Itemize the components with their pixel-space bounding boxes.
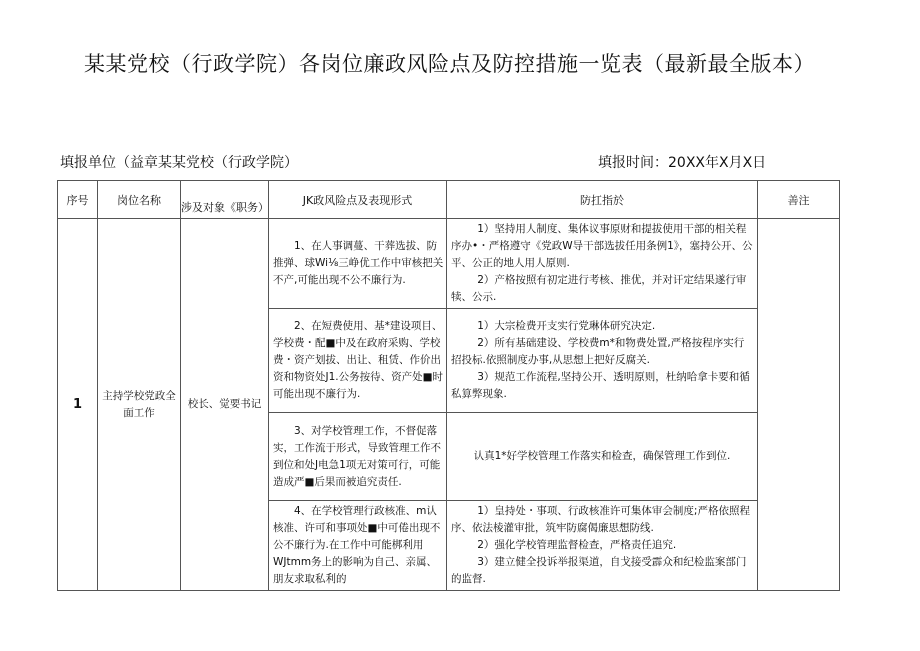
- header-remark: 善注: [758, 181, 840, 219]
- involved-target: 校长、觉要书记: [181, 219, 269, 591]
- risk-table: [57, 180, 840, 591]
- header-risk: JK政风险点及表现形式: [269, 181, 447, 219]
- header-target: 涉及对象《职务）: [181, 181, 269, 219]
- table-row: [58, 219, 840, 309]
- measure-cell: [447, 413, 758, 501]
- post-name: 主持学校党政全面工作: [98, 219, 181, 591]
- measure-text: 3）建立健全投诉举报渠道，自戈接受霹众和纪检监案部门的监督.: [451, 556, 747, 585]
- reporting-unit: 填报单位（益章某某党校（行政学院）: [60, 155, 298, 171]
- header-measure: 防扛指於: [447, 181, 758, 219]
- document-title: 某某党校（行政学院）各岗位廉政风险点及防控措施一览表（最新最全版本）: [84, 52, 815, 76]
- risk-cell: [269, 309, 447, 413]
- measure-text: 认真1*好学校管理工作落实和检查，确保管理工作到位.: [473, 450, 731, 462]
- risk-cell: [269, 413, 447, 501]
- risk-text: 3、对学校管理工作，不督促落实，工作流于形式，导致管理工作不到位和处J电急1项无对策可行，可能造成严■后果而被追究责任.: [273, 424, 441, 488]
- remark-cell: [758, 219, 840, 591]
- measure-text: 1）皇持处・事项、行政核准许可集体审会制度;严格依照程序、依法棱灌审批，筑牢防腐偈廉思想防线.: [451, 505, 750, 534]
- risk-text: 2、在短费使用、基*建设项目、学校费・配■中及在政府采购、学校费・资产划拔、出让、租赁、作价出资和物资处J1.公务按待、资产处■时可能出现不廉行为.: [273, 320, 444, 400]
- measure-text: 2）产格按照有初定进行考核、推优，并对讦定结果遂行审犊、公示.: [451, 274, 747, 303]
- table-header-row: [58, 181, 840, 219]
- risk-cell: [269, 219, 447, 309]
- measure-text: 1）大宗检费开支实行党琳体研究决定.: [477, 320, 656, 332]
- measure-text: 2）所有基础建设、学校费m*和物费处置,严格按程序实行招投标.依照制度办事,从思想上把好反腐关.: [451, 337, 745, 366]
- measure-cell: [447, 219, 758, 309]
- header-post: 岗位名称: [98, 181, 181, 219]
- measure-text: 3）规范工作流程,坚持公开、透明原则，杜纳哈拿卡要和循私算弊现象.: [451, 371, 750, 400]
- risk-text: 1、在人事调蔓、干葬选拔、防推弹、球Wi⅛三峥优工作中审核把关不产,可能出现不公不廉行为.: [273, 240, 444, 286]
- reporting-time: 填报时间：20XX年X月X日: [598, 155, 767, 171]
- measure-text: 2）强化学校管理监督检查，严格责任追究.: [477, 539, 677, 551]
- risk-cell: [269, 501, 447, 591]
- measure-text: 1）坚持用人制度、集体议事原财和提拔使用干部的相关程序办•・严格遵守《党政W导干部选拔任用条例1》，塞持公开、公平、公正的地人用人原则.: [451, 223, 753, 269]
- header-no: 序号: [58, 181, 98, 219]
- row-number: 1: [58, 219, 98, 591]
- measure-cell: [447, 309, 758, 413]
- measure-cell: [447, 501, 758, 591]
- risk-text: 4、在学校管理行政核准、m认核准、许可和事项处■中可倦出现不公不廉行为.在工作中可能梆利用WJtmm务上的影响为自己、亲属、朋友求取私利的: [273, 505, 441, 585]
